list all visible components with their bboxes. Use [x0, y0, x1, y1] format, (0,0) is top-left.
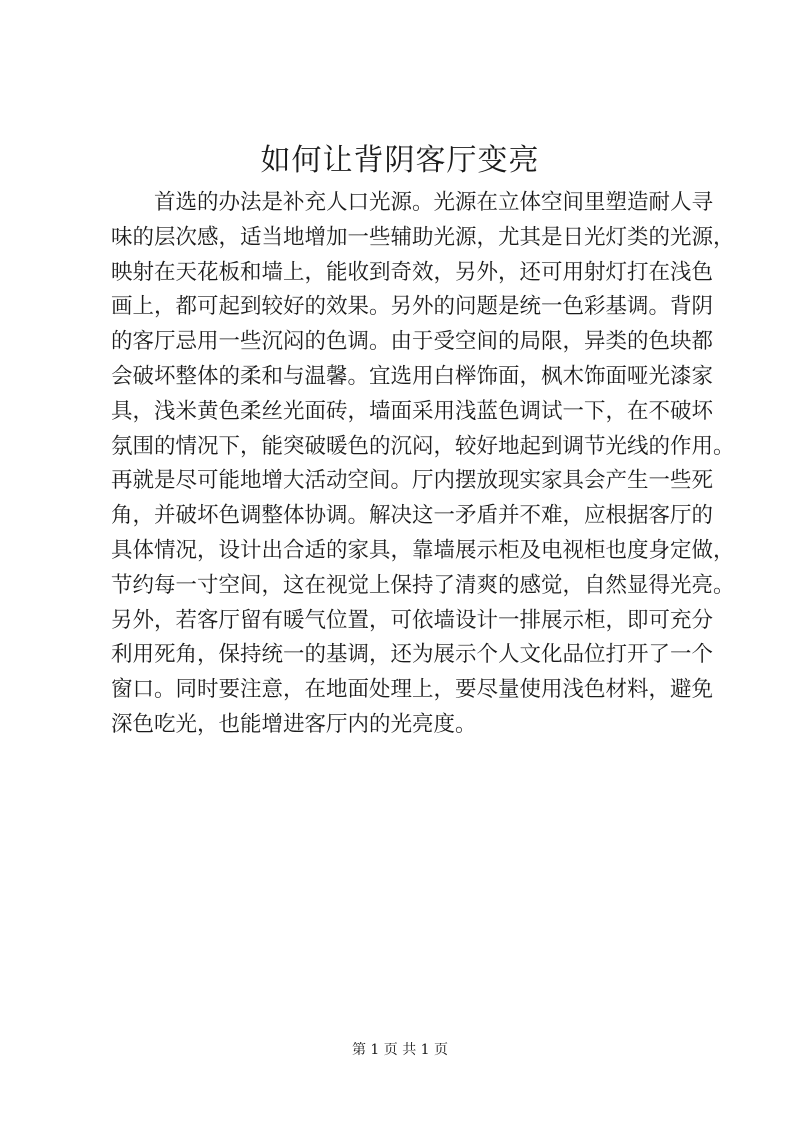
- document-body: [111, 186, 735, 743]
- document-title: 如何让背阴客厅变亮: [260, 143, 540, 178]
- body-line: 另外，若客厅留有暖气位置，可依墙设计一排展示柜，即可充分: [111, 607, 714, 633]
- body-line: 首选的办法是补充人口光源。光源在立体空间里塑造耐人寻: [154, 190, 714, 215]
- body-line: 画上，都可起到较好的效果。另外的问题是统一色彩基调。背阴: [111, 294, 714, 320]
- body-line: 窗口。同时要注意，在地面处理上，要尽量使用浅色材料，避免: [111, 677, 714, 703]
- body-line: 会破坏整体的柔和与温馨。宜选用白榉饰面，枫木饰面哑光漆家: [111, 363, 714, 389]
- body-line: 映射在天花板和墙上，能收到奇效，另外，还可用射灯打在浅色: [111, 259, 714, 285]
- body-line: 具体情况，设计出合适的家具，靠墙展示柜及电视柜也度身定做，: [111, 537, 735, 563]
- body-line: 角，并破坏色调整体协调。解决这一矛盾并不难，应根据客厅的: [111, 503, 714, 529]
- body-line: 再就是尽可能地增大活动空间。厅内摆放现实家具会产生一些死: [111, 468, 714, 494]
- body-line: 味的层次感，适当地增加一些辅助光源，尤其是日光灯类的光源，: [111, 224, 735, 250]
- body-line: 节约每一寸空间，这在视觉上保持了清爽的感觉，自然显得光亮。: [111, 572, 735, 598]
- body-line: 深色吃光，也能增进客厅内的光亮度。: [111, 711, 477, 737]
- body-line: 具，浅米黄色柔丝光面砖，墙面采用浅蓝色调试一下，在不破坏: [111, 398, 714, 424]
- body-line: 利用死角，保持统一的基调，还为展示个人文化品位打开了一个: [111, 642, 714, 668]
- body-line: 氛围的情况下，能突破暖色的沉闷，较好地起到调节光线的作用。: [111, 433, 735, 459]
- page-footer: 第 1 页 共 1 页: [351, 1042, 449, 1058]
- body-line: 的客厅忌用一些沉闷的色调。由于受空间的局限，异类的色块都: [111, 329, 714, 355]
